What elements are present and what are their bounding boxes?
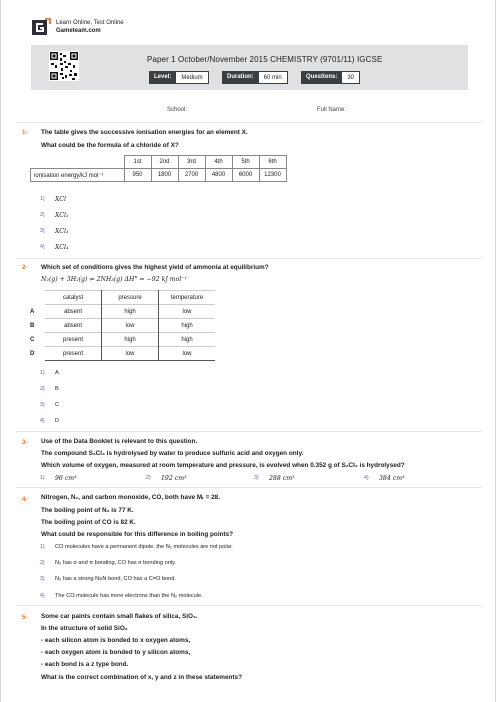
question-text: The boiling point of CO is 82 K. [41,519,136,526]
option-number[interactable]: 3) [254,475,259,481]
answer-option[interactable]: 384 cm³ [379,475,405,482]
ionisation-energy-table [30,155,287,182]
answer-option[interactable]: XCl₂ [55,212,69,219]
question-text: In the structure of solid SiO₂ [41,625,128,632]
brand-tagline: Learn Online, Test Online [56,20,124,26]
option-number[interactable]: 3) [40,402,45,408]
answer-option[interactable]: XCl₄ [55,244,69,251]
full-name-field-label: Full Name: [317,107,347,113]
level-badge: Level: Medium [149,71,209,84]
question-number: 1- [22,130,28,136]
table-row: C present high high [30,333,215,347]
question-number: 2- [22,265,28,271]
option-number[interactable]: 4) [40,593,45,599]
question-text: - each bond is a z type bond. [41,661,129,668]
table-row: A absent high low [30,305,215,319]
question-text: Use of the Data Booklet is relevant to this question. [41,438,198,445]
answer-option[interactable]: CO molecules have a permanent dipole, the N₂ molecules are not polar. [55,544,233,550]
conditions-table [30,290,215,361]
question-text: Some car paints contain small flakes of silica, SiO₂. [41,613,198,620]
question-text: Which set of conditions gives the highest yield of ammonia at equilibrium? [41,264,269,271]
option-number[interactable]: 4) [40,418,45,424]
question-text: The compound S₂Cl₂ is hydrolysed by water to produce sulfuric acid and oxygen only. [41,450,304,457]
option-number[interactable]: 2) [146,475,151,481]
divider [16,122,482,123]
divider [16,258,482,259]
option-number[interactable]: 3) [40,228,45,234]
answer-option[interactable]: N₂ has a strong N≡N bond, CO has a C=O bond. [55,576,176,582]
duration-badge: Duration: 60 min [222,71,288,84]
question-text: Nitrogen, N₂, and carbon monoxide, CO, both have Mᵣ = 28. [41,494,220,501]
exam-title: Paper 1 October/November 2015 CHEMISTRY (9701/11) IGCSE [147,55,383,64]
answer-option[interactable]: 288 cm³ [269,475,295,482]
answer-option[interactable]: C [55,402,60,408]
table-row: D present low low [30,347,215,361]
option-number[interactable]: 4) [364,475,369,481]
answer-option[interactable]: The CO molecule has more electrons than the N₂ molecule. [55,593,203,599]
brand-header [31,17,124,37]
question-number: 4- [22,497,28,503]
equation: N₂(g) + 3H₂(g) ⇌ 2NH₃(g) ΔH° = −92 kJ mol⁻¹ [41,276,188,283]
divider [16,487,482,488]
table-header-row: 1st 2nd 3rd 4th 5th 6th [31,156,287,169]
answer-option[interactable]: 96 cm³ [55,475,77,482]
question-text: The boiling point of N₂ is 77 K. [41,507,134,514]
gameteam-logo-icon [31,17,51,37]
exam-banner [31,45,468,90]
answer-option[interactable]: D [55,418,60,424]
divider [16,605,482,606]
option-number[interactable]: 4) [40,244,45,250]
question-text: - each oxygen atom is bonded to y silicon atoms, [41,649,191,656]
table-row: B absent low high [30,319,215,333]
question-text: What is the correct combination of x, y and z in these statements? [41,674,242,681]
brand-site: Gameteam.com [56,28,101,34]
answer-option[interactable]: B [55,386,59,392]
option-number[interactable]: 1) [40,544,45,550]
question-number: 5- [22,615,28,621]
school-field-label: School: [167,107,188,113]
question-number: 3- [22,440,28,446]
option-number[interactable]: 2) [40,560,45,566]
question-text: Which volume of oxygen, measured at room temperature and pressure, is evolved when 0.352 g of S₂Cl₂ is hydrolysed? [41,462,405,469]
option-number[interactable]: 1) [40,475,45,481]
answer-option[interactable]: XCl₃ [55,228,69,235]
question-text: What could be the formula of a chloride of X? [41,142,179,149]
table-header-row: catalyst pressure temperature [30,291,215,305]
option-number[interactable]: 2) [40,212,45,218]
option-number[interactable]: 2) [40,386,45,392]
answer-option[interactable]: A [55,370,59,376]
answer-option[interactable]: N₂ has σ and π bonding, CO has σ bonding only. [55,560,177,566]
option-number[interactable]: 1) [40,370,45,376]
answer-option[interactable]: XCl [55,196,67,203]
question-text: What could be responsible for this difference in boiling points? [41,531,234,538]
option-number[interactable]: 3) [40,576,45,582]
table-row: ionisation energy/kJ mol⁻¹ 950 1800 2700 4800 6000 12300 [31,169,287,182]
option-number[interactable]: 1) [40,196,45,202]
answer-option[interactable]: 192 cm³ [161,475,187,482]
qr-code-icon [49,51,79,81]
questions-badge: Questions: 30 [301,71,360,84]
question-text: - each silicon atom is bonded to x oxygen atoms, [41,637,191,644]
question-text: The table gives the successive ionisation energies for an element X. [41,129,248,136]
divider [16,431,482,432]
